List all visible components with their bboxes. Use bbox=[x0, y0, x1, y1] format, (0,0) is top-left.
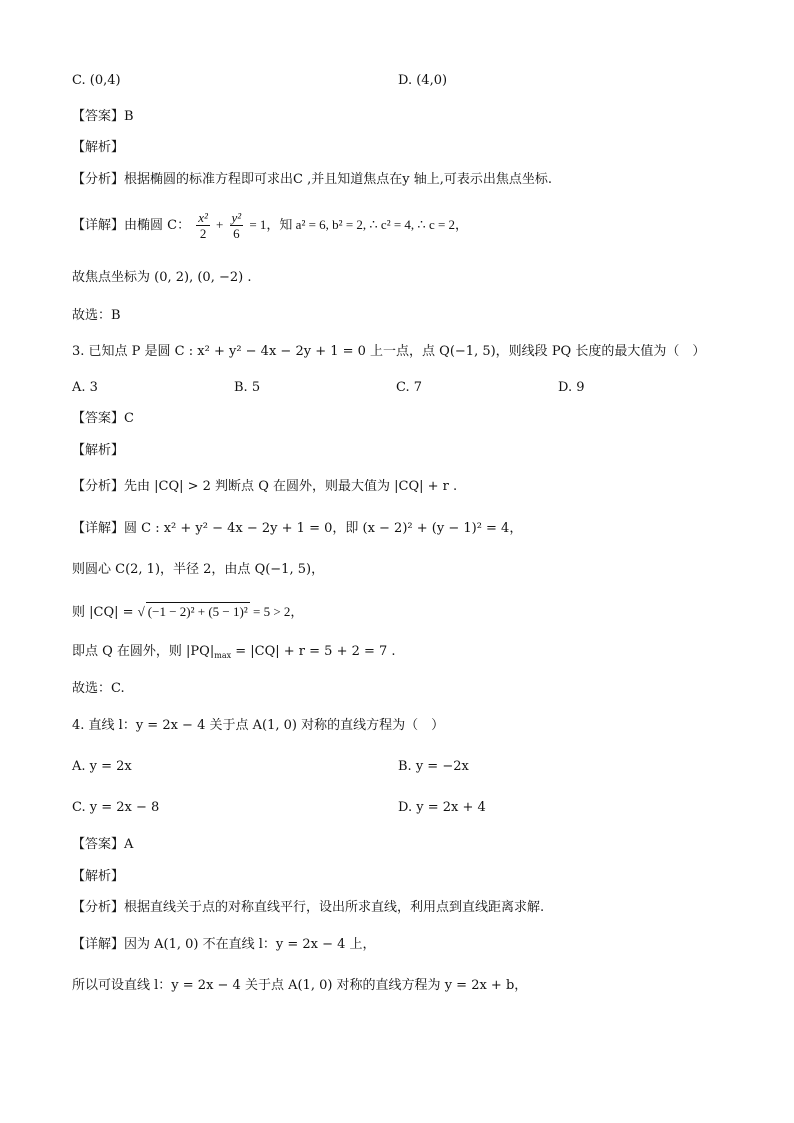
q3-dist-radicand: (−1 − 2)² + (5 − 1)² bbox=[147, 604, 248, 619]
q3-detail: 【详解】圆 C : x² + y² − 4x − 2y + 1 = 0，即 (x − 2)² + (y − 1)² = 4， bbox=[72, 521, 523, 536]
q2-frac-x-den: 2 bbox=[199, 226, 207, 241]
q2-option-c: C. (0,4) bbox=[72, 73, 121, 88]
q3-answer: 【答案】C bbox=[72, 411, 134, 426]
q4-setup: 所以可设直线 l：y = 2x − 4 关于点 A(1, 0) 对称的直线方程为 y = 2x + b， bbox=[72, 978, 528, 993]
q4-option-d: D. y = 2x + 4 bbox=[398, 800, 486, 815]
q3-option-d: D. 9 bbox=[558, 380, 585, 395]
q4-answer: 【答案】A bbox=[72, 837, 134, 852]
q2-option-d: D. (4,0) bbox=[398, 73, 448, 88]
q4-analysis-label: 【解析】 bbox=[72, 869, 125, 884]
sqrt-icon: √ bbox=[137, 604, 145, 619]
q2-detail-rest: = 1，知 a² = 6, b² = 2, ∴ c² = 4, ∴ c = 2， bbox=[249, 217, 469, 232]
q2-frac-x-num: x² bbox=[198, 210, 208, 225]
q2-choice: 故选：B bbox=[72, 308, 121, 323]
q2-detail-prefix: 【详解】由椭圆 C： bbox=[72, 218, 191, 233]
q3-distance bbox=[72, 600, 303, 625]
q3-max-suffix: = |CQ| + r = 5 + 2 = 7 . bbox=[231, 644, 396, 659]
q3-option-b: B. 5 bbox=[234, 380, 261, 395]
q3-analysis-label: 【解析】 bbox=[72, 443, 125, 458]
q2-frac-y-den: 6 bbox=[233, 226, 240, 241]
q3-option-c: C. 7 bbox=[396, 380, 423, 395]
q2-frac-y-num: y² bbox=[231, 210, 242, 225]
q3-center: 则圆心 C(2, 1)，半径 2，由点 Q(−1, 5)， bbox=[72, 562, 325, 577]
q2-fenxi: 【分析】根据椭圆的标准方程即可求出C ,并且知道焦点在y 轴上,可表示出焦点坐标. bbox=[72, 172, 552, 187]
q4-option-c: C. y = 2x − 8 bbox=[72, 800, 160, 815]
q4-question: 4. 直线 l：y = 2x − 4 关于点 A(1, 0) 对称的直线方程为（ ） bbox=[72, 718, 445, 733]
q2-ellipse-frac-x bbox=[196, 210, 210, 241]
q3-option-a: A. 3 bbox=[72, 380, 98, 395]
q3-max-sub: max bbox=[214, 651, 232, 660]
q3-dist-prefix: 则 |CQ| = bbox=[72, 605, 138, 620]
q3-fenxi: 【分析】先由 |CQ| > 2 判断点 Q 在圆外，则最大值为 |CQ| + r . bbox=[72, 479, 458, 494]
q3-question: 3. 已知点 P 是圆 C : x² + y² − 4x − 2y + 1 = 0 上一点，点 Q(−1, 5)，则线段 PQ 长度的最大值为（ ） bbox=[72, 344, 706, 359]
q4-option-a: A. y = 2x bbox=[72, 759, 132, 774]
q4-detail: 【详解】因为 A(1, 0) 不在直线 l：y = 2x − 4 上， bbox=[72, 937, 376, 952]
q2-detail bbox=[72, 208, 468, 243]
q4-fenxi: 【分析】根据直线关于点的对称直线平行，设出所求直线，利用点到直线距离求解. bbox=[72, 900, 545, 915]
q2-analysis-label: 【解析】 bbox=[72, 140, 125, 155]
q3-dist-suffix: = 5 > 2， bbox=[249, 604, 304, 619]
q3-max-prefix: 即点 Q 在圆外，则 |PQ| bbox=[72, 644, 215, 659]
q2-ellipse-frac-y bbox=[230, 210, 244, 241]
q3-max bbox=[72, 642, 396, 666]
q2-answer: 【答案】B bbox=[72, 109, 134, 124]
q2-foci: 故焦点坐标为 (0, 2), (0, −2) . bbox=[72, 270, 252, 285]
q4-option-b: B. y = −2x bbox=[398, 759, 469, 774]
q2-ellipse-plus: + bbox=[216, 217, 224, 232]
q3-choice: 故选：C. bbox=[72, 681, 125, 696]
